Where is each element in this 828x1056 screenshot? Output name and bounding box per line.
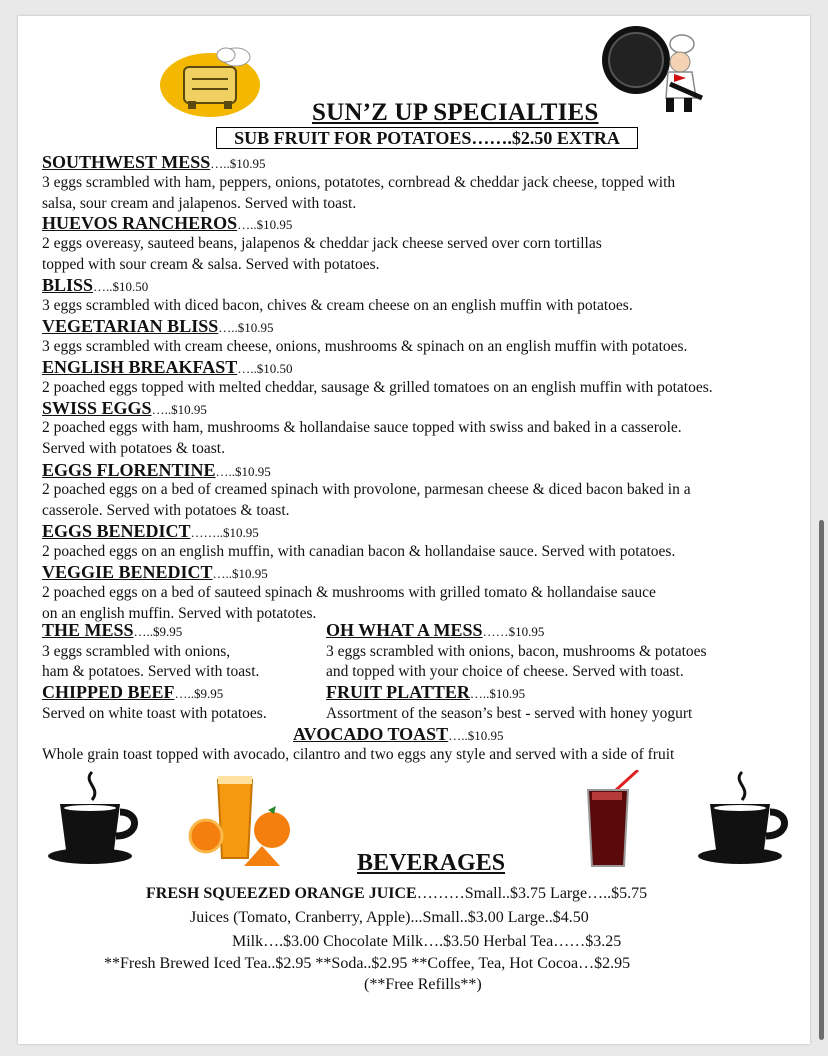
item-dots: ….. bbox=[151, 402, 172, 417]
item-desc-line: casserole. Served with potatoes & toast. bbox=[42, 502, 290, 519]
menu-item-eggs-benedict bbox=[42, 521, 259, 542]
item-name: SOUTHWEST MESS bbox=[42, 152, 211, 172]
item-desc-line: 2 poached eggs on an english muffin, with canadian bacon & hollandaise sauce. Served with potatoes. bbox=[42, 543, 676, 560]
page-title: SUN’Z UP SPECIALTIES bbox=[312, 99, 599, 126]
item-dots: ….. bbox=[215, 464, 236, 479]
menu-item-bliss bbox=[42, 275, 148, 296]
coffee-cup-icon bbox=[46, 770, 142, 868]
scrollbar[interactable] bbox=[819, 520, 824, 1040]
subtitle-box: SUB FRUIT FOR POTATOES…….$2.50 EXTRA bbox=[216, 127, 638, 149]
item-name: FRUIT PLATTER bbox=[326, 682, 470, 702]
item-desc-line: ham & potatoes. Served with toast. bbox=[42, 663, 260, 680]
item-dots: ….. bbox=[210, 156, 230, 171]
item-name: VEGGIE BENEDICT bbox=[42, 562, 213, 582]
milk-line: Milk….$3.00 Chocolate Milk….$3.50 Herbal Tea……$3.25 bbox=[232, 933, 622, 950]
item-desc-line: 3 eggs scrambled with cream cheese, onions, mushrooms & spinach on an english muffin with potatoes. bbox=[42, 338, 688, 355]
menu-item-eggs-florentine bbox=[42, 460, 271, 481]
item-desc-line: 3 eggs scrambled with onions, bacon, mushrooms & potatoes bbox=[326, 643, 707, 660]
item-desc-line: 2 poached eggs with ham, mushrooms & hollandaise sauce topped with swiss and baked in a casserole. bbox=[42, 419, 682, 436]
item-dots: ….. bbox=[237, 361, 257, 376]
menu-item-avocado-toast bbox=[293, 724, 503, 745]
item-name: HUEVOS RANCHEROS bbox=[42, 213, 238, 233]
tea-line: **Fresh Brewed Iced Tea..$2.95 **Soda..$2.95 **Coffee, Tea, Hot Cocoa…$2.95 bbox=[104, 955, 631, 972]
item-desc-line: 3 eggs scrambled with onions, bbox=[42, 643, 231, 660]
item-price: $10.95 bbox=[235, 464, 271, 479]
item-price: $10.95 bbox=[467, 728, 504, 743]
item-name: OH WHAT A MESS bbox=[326, 620, 483, 640]
item-price: $10.50 bbox=[256, 361, 293, 376]
item-dots: ….. bbox=[469, 686, 490, 701]
item-price: $10.95 bbox=[256, 217, 293, 232]
menu-item-fruit-platter bbox=[326, 682, 525, 703]
item-desc-line: 3 eggs scrambled with ham, peppers, onions, potatotes, cornbread & cheddar jack cheese, topped with bbox=[42, 174, 676, 191]
item-price: $10.50 bbox=[112, 279, 149, 294]
item-dots: ….. bbox=[218, 320, 238, 335]
item-desc-line: on an english muffin. Served with potatotes. bbox=[42, 605, 317, 622]
item-price: $10.95 bbox=[229, 156, 266, 171]
refills-line: (**Free Refills**) bbox=[364, 976, 482, 993]
item-dots: …… bbox=[482, 624, 509, 639]
item-name: ENGLISH BREAKFAST bbox=[42, 357, 238, 377]
orange-juice-icon bbox=[188, 774, 294, 872]
item-desc-line: 2 eggs overeasy, sauteed beans, jalapenos & cheddar jack cheese served over corn tortillas bbox=[42, 235, 602, 252]
item-name: CHIPPED BEEF bbox=[42, 682, 175, 702]
item-desc-line: and topped with your choice of cheese. Served with toast. bbox=[326, 663, 684, 680]
item-dots: ….. bbox=[133, 624, 154, 639]
item-dots: ….. bbox=[174, 686, 195, 701]
item-price: $10.95 bbox=[223, 525, 259, 540]
oj-name: FRESH SQUEEZED ORANGE JUICE bbox=[146, 885, 417, 902]
oj-prices: ………Small..$3.75 Large…..$5.75 bbox=[416, 885, 648, 902]
item-dots: ….. bbox=[448, 728, 468, 743]
item-desc-line: 2 poached eggs on a bed of sauteed spinach & mushrooms with grilled tomato & hollandaise sauce bbox=[42, 584, 656, 601]
item-dots: ….. bbox=[237, 217, 257, 232]
item-desc-line: 2 poached eggs on a bed of creamed spinach with provolone, parmesan cheese & diced bacon baked in a bbox=[42, 481, 691, 498]
item-desc-line: Served with potatoes & toast. bbox=[42, 440, 225, 457]
orange-juice-line bbox=[146, 885, 647, 903]
item-name: SWISS EGGS bbox=[42, 398, 152, 418]
item-name: VEGETARIAN BLISS bbox=[42, 316, 219, 336]
item-name: EGGS BENEDICT bbox=[42, 521, 191, 541]
menu-item-oh-what-a-mess bbox=[326, 620, 544, 641]
menu-item-swiss-eggs bbox=[42, 398, 207, 419]
item-name: AVOCADO TOAST bbox=[293, 724, 449, 744]
item-desc-line: 2 poached eggs topped with melted cheddar, sausage & grilled tomatoes on an english muffin with potatoes. bbox=[42, 379, 713, 396]
item-name: BLISS bbox=[42, 275, 94, 295]
item-name: THE MESS bbox=[42, 620, 134, 640]
item-dots: …….. bbox=[190, 525, 224, 540]
item-dots: ….. bbox=[212, 566, 233, 581]
soda-glass-icon bbox=[582, 770, 642, 870]
juices-line: Juices (Tomato, Cranberry, Apple)...Small..$3.00 Large..$4.50 bbox=[190, 909, 589, 926]
item-price: $10.95 bbox=[237, 320, 274, 335]
item-desc-line: Served on white toast with potatoes. bbox=[42, 705, 267, 722]
menu-item-huevos-rancheros bbox=[42, 213, 292, 234]
item-desc-line: topped with sour cream & salsa. Served with potatoes. bbox=[42, 256, 380, 273]
menu-item-english-breakfast bbox=[42, 357, 292, 378]
sun-toast-icon bbox=[158, 45, 268, 120]
menu-item-veggie-benedict bbox=[42, 562, 268, 583]
coffee-cup-icon bbox=[696, 770, 792, 868]
item-desc-line: salsa, sour cream and jalapenos. Served with toast. bbox=[42, 195, 357, 212]
item-desc-line: Assortment of the season’s best - served with honey yogurt bbox=[326, 705, 693, 722]
item-price: $10.95 bbox=[508, 624, 545, 639]
menu-item-southwest-mess bbox=[42, 152, 265, 173]
item-desc-line: 3 eggs scrambled with diced bacon, chives & cream cheese on an english muffin with potatoes. bbox=[42, 297, 633, 314]
item-price: $9.95 bbox=[153, 624, 183, 639]
item-desc-line: Whole grain toast topped with avocado, cilantro and two eggs any style and served with a side of fruit bbox=[42, 746, 675, 763]
beverages-title: BEVERAGES bbox=[357, 850, 506, 876]
chef-icon bbox=[600, 24, 710, 116]
menu-item-the-mess bbox=[42, 620, 182, 641]
item-price: $10.95 bbox=[171, 402, 207, 417]
item-price: $10.95 bbox=[489, 686, 526, 701]
item-price: $10.95 bbox=[232, 566, 268, 581]
item-name: EGGS FLORENTINE bbox=[42, 460, 216, 480]
item-price: $9.95 bbox=[194, 686, 224, 701]
menu-item-vegetarian-bliss bbox=[42, 316, 273, 337]
item-dots: ….. bbox=[93, 279, 113, 294]
menu-item-chipped-beef bbox=[42, 682, 223, 703]
